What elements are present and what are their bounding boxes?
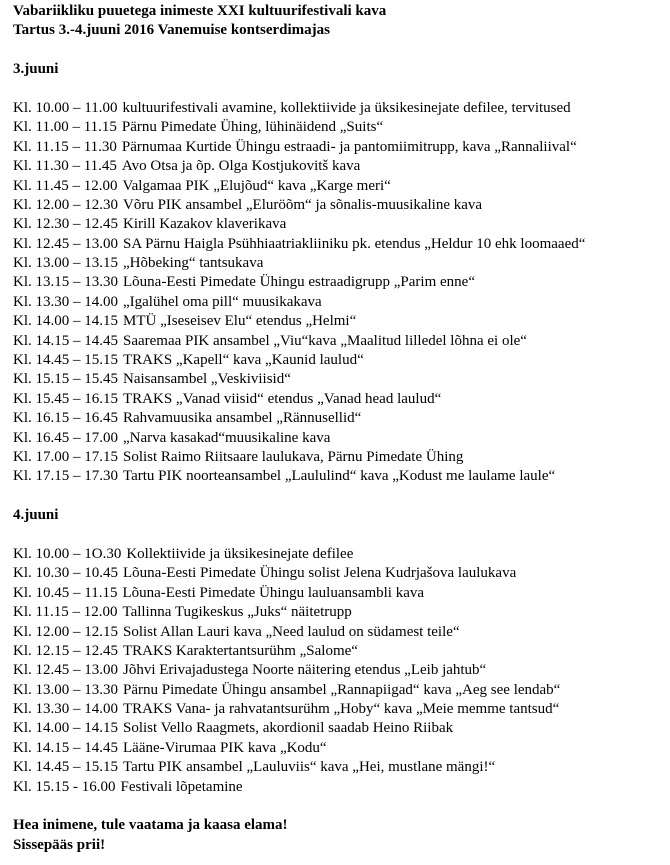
schedule-event: TRAKS Vana- ja rahvatantsurühm „Hoby“ kava „Meie memme tantsud“ (123, 701, 560, 718)
schedule-time: Kl. 14.45 – 15.15 (13, 759, 118, 776)
schedule-row (13, 467, 667, 486)
schedule-event: Solist Vello Raagmets, akordionil saadab Heino Riibak (123, 720, 454, 737)
schedule-event: Võru PIK ansambel „Eluröõm“ ja sõnalis-muusikaline kava (123, 196, 483, 213)
schedule-event: Rahvamuusika ansambel „Rännusellid“ (123, 410, 362, 427)
schedule-time: Kl. 15.45 – 16.15 (13, 390, 118, 407)
schedule-time: Kl. 13.30 – 14.00 (13, 293, 118, 310)
schedule-event: TRAKS „Vanad viisid“ etendus „Vanad head laulud“ (123, 390, 442, 407)
spacer (13, 487, 667, 506)
schedule-time: Kl. 12.45 – 13.00 (13, 662, 118, 679)
schedule-row (13, 196, 667, 215)
schedule-event: Lõuna-Eesti Pimedate Ühingu estraadigrupp „Parim enne“ (123, 274, 475, 291)
schedule-row (13, 409, 667, 428)
day1-schedule (13, 99, 667, 487)
schedule-row (13, 215, 667, 234)
schedule-time: Kl. 11.00 – 11.15 (13, 119, 117, 136)
schedule-time: Kl. 12.15 – 12.45 (13, 642, 118, 659)
schedule-row (13, 700, 667, 719)
spacer (13, 526, 667, 545)
schedule-time: Kl. 15.15 - 16.00 (13, 778, 116, 795)
schedule-row (13, 138, 667, 157)
schedule-time: Kl. 13.30 – 14.00 (13, 701, 118, 718)
schedule-event: Tallinna Tugikeskus „Juks“ näitetrupp (122, 604, 352, 621)
document-title: Vabariikliku puuetega inimeste XXI kultuurifestivali kava (13, 3, 387, 19)
schedule-event: Kollektiivide ja üksikesinejate defilee (126, 545, 354, 562)
schedule-row (13, 370, 667, 389)
schedule-row (13, 603, 667, 622)
schedule-event: Pärnu Pimedate Ühing, lühinäidend „Suits“ (121, 119, 384, 136)
schedule-time: Kl. 17.00 – 17.15 (13, 448, 118, 465)
schedule-event: kultuurifestivali avamine, kollektiivide ja üksikesinejate defilee, tervitused (122, 99, 571, 116)
schedule-time: Kl. 12.00 – 12.15 (13, 623, 118, 640)
schedule-event: Lõuna-Eesti Pimedate Ühingu solist Jelena Kudrjašova laulukava (123, 565, 517, 582)
schedule-row (13, 778, 667, 797)
schedule-time: Kl. 12.30 – 12.45 (13, 216, 118, 233)
schedule-time: Kl. 11.15 – 12.00 (13, 604, 118, 621)
schedule-time: Kl. 10.45 – 11.15 (13, 584, 118, 601)
schedule-time: Kl. 11.45 – 12.00 (13, 177, 118, 194)
day2-heading: 4.juuni (13, 507, 59, 524)
schedule-time: Kl. 14.15 – 14.45 (13, 739, 118, 756)
schedule-event: Tartu PIK ansambel „Lauluviis“ kava „Hei, mustlane mängi!“ (123, 759, 496, 776)
schedule-time: Kl. 15.15 – 15.45 (13, 371, 118, 388)
schedule-event: Solist Allan Lauri kava „Need laulud on südamest teile“ (123, 623, 460, 640)
schedule-row (13, 681, 667, 700)
schedule-time: Kl. 11.15 – 11.30 (13, 138, 117, 155)
schedule-row (13, 642, 667, 661)
schedule-row (13, 235, 667, 254)
schedule-event: Pärnu Pimedate Ühingu ansambel „Rannapiigad“ kava „Aeg see lendab“ (123, 681, 561, 698)
schedule-row (13, 448, 667, 467)
schedule-event: Jõhvi Erivajadustega Noorte näitering etendus „Leib jahtub“ (123, 662, 487, 679)
schedule-time: Kl. 12.00 – 12.30 (13, 196, 118, 213)
schedule-event: Solist Raimo Riitsaare laulukava, Pärnu Pimedate Ühing (123, 448, 464, 465)
schedule-row (13, 273, 667, 292)
schedule-time: Kl. 10.00 – 11.00 (13, 99, 118, 116)
festival-program-document (13, 2, 667, 855)
schedule-event: Kirill Kazakov klaverikava (123, 216, 287, 233)
schedule-time: Kl. 13.00 – 13.15 (13, 255, 118, 272)
schedule-time: Kl. 13.00 – 13.30 (13, 681, 118, 698)
schedule-event: Pärnumaa Kurtide Ühingu estraadi- ja pantomiimitrupp, kava „Rannaliival“ (121, 138, 577, 155)
schedule-row (13, 157, 667, 176)
spacer (13, 80, 667, 99)
schedule-event: TRAKS „Kapell“ kava „Kaunid laulud“ (123, 352, 364, 369)
schedule-event: „Hõbeking“ tantsukava (123, 255, 264, 272)
spacer (13, 41, 667, 60)
schedule-event: Naisansambel „Veskiviisid“ (123, 371, 291, 388)
schedule-row (13, 254, 667, 273)
schedule-row (13, 99, 667, 118)
schedule-time: Kl. 14.00 – 14.15 (13, 720, 118, 737)
day2-schedule (13, 545, 667, 797)
schedule-event: Avo Otsa ja õp. Olga Kostjukovitš kava (121, 158, 361, 175)
day1-heading: 3.juuni (13, 61, 59, 78)
schedule-event: Festivali lõpetamine (120, 778, 243, 795)
schedule-event: TRAKS Karaktertantsurühm „Salome“ (123, 642, 358, 659)
schedule-row (13, 661, 667, 680)
schedule-event: SA Pärnu Haigla Psühhiaatriakliiniku pk. etendus „Heldur 10 ehk loomaaed“ (123, 235, 586, 252)
schedule-row (13, 584, 667, 603)
schedule-event: Tartu PIK noorteansambel „Laululind“ kava „Kodust me laulame laule“ (123, 468, 556, 485)
schedule-time: Kl. 12.45 – 13.00 (13, 235, 118, 252)
schedule-row (13, 545, 667, 564)
schedule-time: Kl. 16.45 – 17.00 (13, 429, 118, 446)
schedule-row (13, 429, 667, 448)
schedule-row (13, 623, 667, 642)
schedule-event: Saaremaa PIK ansambel „Viu“kava „Maalitud lilledel lõhna ei ole“ (123, 332, 527, 349)
schedule-time: Kl. 14.00 – 14.15 (13, 313, 118, 330)
schedule-row (13, 739, 667, 758)
schedule-row (13, 719, 667, 738)
schedule-event: „Igalühel oma pill“ muusikakava (123, 293, 322, 310)
schedule-row (13, 312, 667, 331)
schedule-time: Kl. 11.30 – 11.45 (13, 158, 117, 175)
schedule-row (13, 390, 667, 409)
schedule-event: Valgamaa PIK „Elujõud“ kava „Karge meri“ (122, 177, 391, 194)
footer-invitation: Hea inimene, tule vaatama ja kaasa elama! (13, 817, 288, 834)
schedule-event: Lääne-Virumaa PIK kava „Kodu“ (123, 739, 327, 756)
schedule-event: „Narva kasakad“muusikaline kava (123, 429, 331, 446)
footer-free-entry: Sissepääs prii! (13, 836, 106, 853)
spacer (13, 797, 667, 816)
schedule-event: MTÜ „Iseseisev Elu“ etendus „Helmi“ (123, 313, 357, 330)
schedule-time: Kl. 10.30 – 10.45 (13, 565, 118, 582)
document-subtitle: Tartus 3.-4.juuni 2016 Vanemuise kontserdimajas (13, 22, 330, 39)
schedule-row (13, 758, 667, 777)
schedule-row (13, 118, 667, 137)
schedule-event: Lõuna-Eesti Pimedate Ühingu lauluansambli kava (122, 584, 425, 601)
schedule-time: Kl. 10.00 – 1O.30 (13, 545, 122, 562)
schedule-time: Kl. 14.45 – 15.15 (13, 352, 118, 369)
schedule-row (13, 293, 667, 312)
schedule-row (13, 332, 667, 351)
schedule-row (13, 564, 667, 583)
schedule-row (13, 177, 667, 196)
schedule-row (13, 351, 667, 370)
schedule-time: Kl. 17.15 – 17.30 (13, 468, 118, 485)
schedule-time: Kl. 13.15 – 13.30 (13, 274, 118, 291)
schedule-time: Kl. 16.15 – 16.45 (13, 410, 118, 427)
schedule-time: Kl. 14.15 – 14.45 (13, 332, 118, 349)
